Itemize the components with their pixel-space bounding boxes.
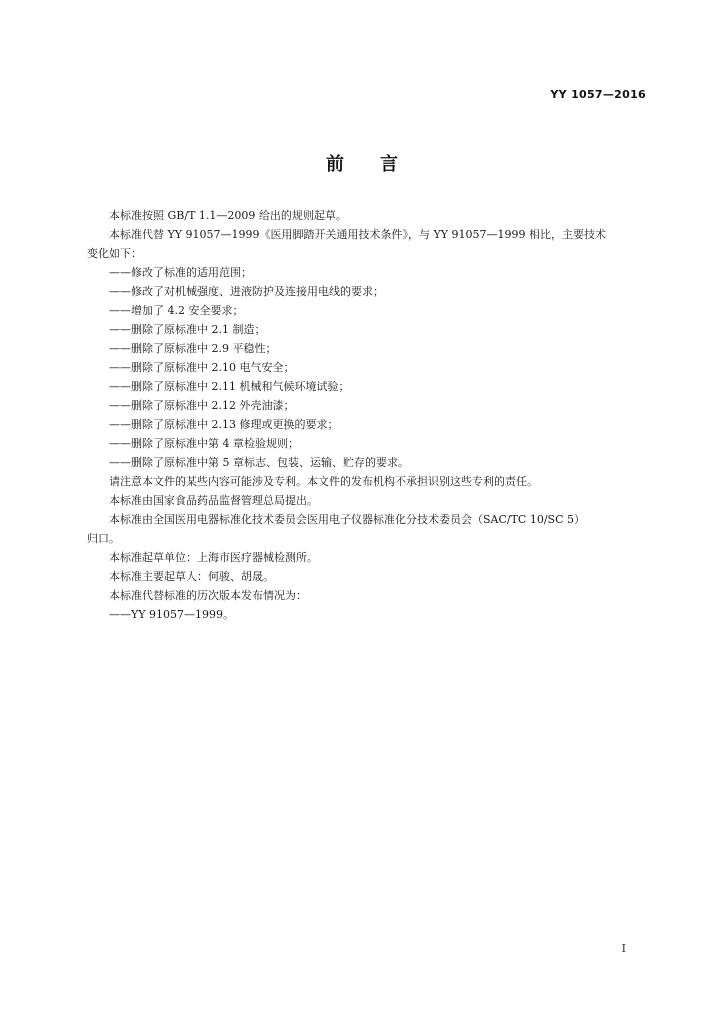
paragraph-proposer: 本标准由国家食品药品监督管理总局提出。 xyxy=(109,494,318,507)
paragraph-drafting-unit: 本标准起草单位：上海市医疗器械检测所。 xyxy=(109,551,318,564)
paragraph-technical-committee: 本标准由全国医用电器标准化技术委员会医用电子仪器标准化分技术委员会（SAC/TC 10/SC 5） xyxy=(109,513,585,526)
paragraph-drafting-rules: 本标准按照 GB/T 1.1—2009 给出的规则起草。 xyxy=(109,209,347,222)
page-number: I xyxy=(621,942,626,955)
history-item: ——YY 91057—1999。 xyxy=(109,608,235,621)
paragraph-drafters: 本标准主要起草人：何骏、胡晟。 xyxy=(109,570,274,583)
change-item: ——增加了 4.2 安全要求； xyxy=(109,304,244,317)
paragraph-history-intro: 本标准代替标准的历次版本发布情况为： xyxy=(109,589,307,602)
page-title: 前言 xyxy=(326,154,434,175)
paragraph-replacement-continued: 变化如下： xyxy=(87,247,142,260)
change-item: ——删除了原标准中 2.10 电气安全； xyxy=(109,361,295,374)
change-item: ——修改了标准的适用范围； xyxy=(109,266,252,279)
change-item: ——删除了原标准中 2.13 修理或更换的要求； xyxy=(109,418,339,431)
paragraph-replacement: 本标准代替 YY 91057—1999《医用脚踏开关通用技术条件》，与 YY 91057—1999 相比，主要技术 xyxy=(109,228,607,241)
foreword-body xyxy=(87,206,643,624)
change-item: ——删除了原标准中 2.12 外壳油漆； xyxy=(109,399,295,412)
standard-code: YY 1057—2016 xyxy=(550,88,646,101)
change-item: ——修改了对机械强度、进液防护及连接用电线的要求； xyxy=(109,285,384,298)
change-item: ——删除了原标准中 2.1 制造； xyxy=(109,323,266,336)
change-item: ——删除了原标准中第 4 章检验规则； xyxy=(109,437,299,450)
paragraph-patent-notice: 请注意本文件的某些内容可能涉及专利。本文件的发布机构不承担识别这些专利的责任。 xyxy=(109,475,538,488)
change-item: ——删除了原标准中 2.9 平稳性； xyxy=(109,342,277,355)
paragraph-technical-committee-continued: 归口。 xyxy=(87,532,120,545)
change-item: ——删除了原标准中 2.11 机械和气候环境试验； xyxy=(109,380,350,393)
change-item: ——删除了原标准中第 5 章标志、包装、运输、贮存的要求。 xyxy=(109,456,409,469)
